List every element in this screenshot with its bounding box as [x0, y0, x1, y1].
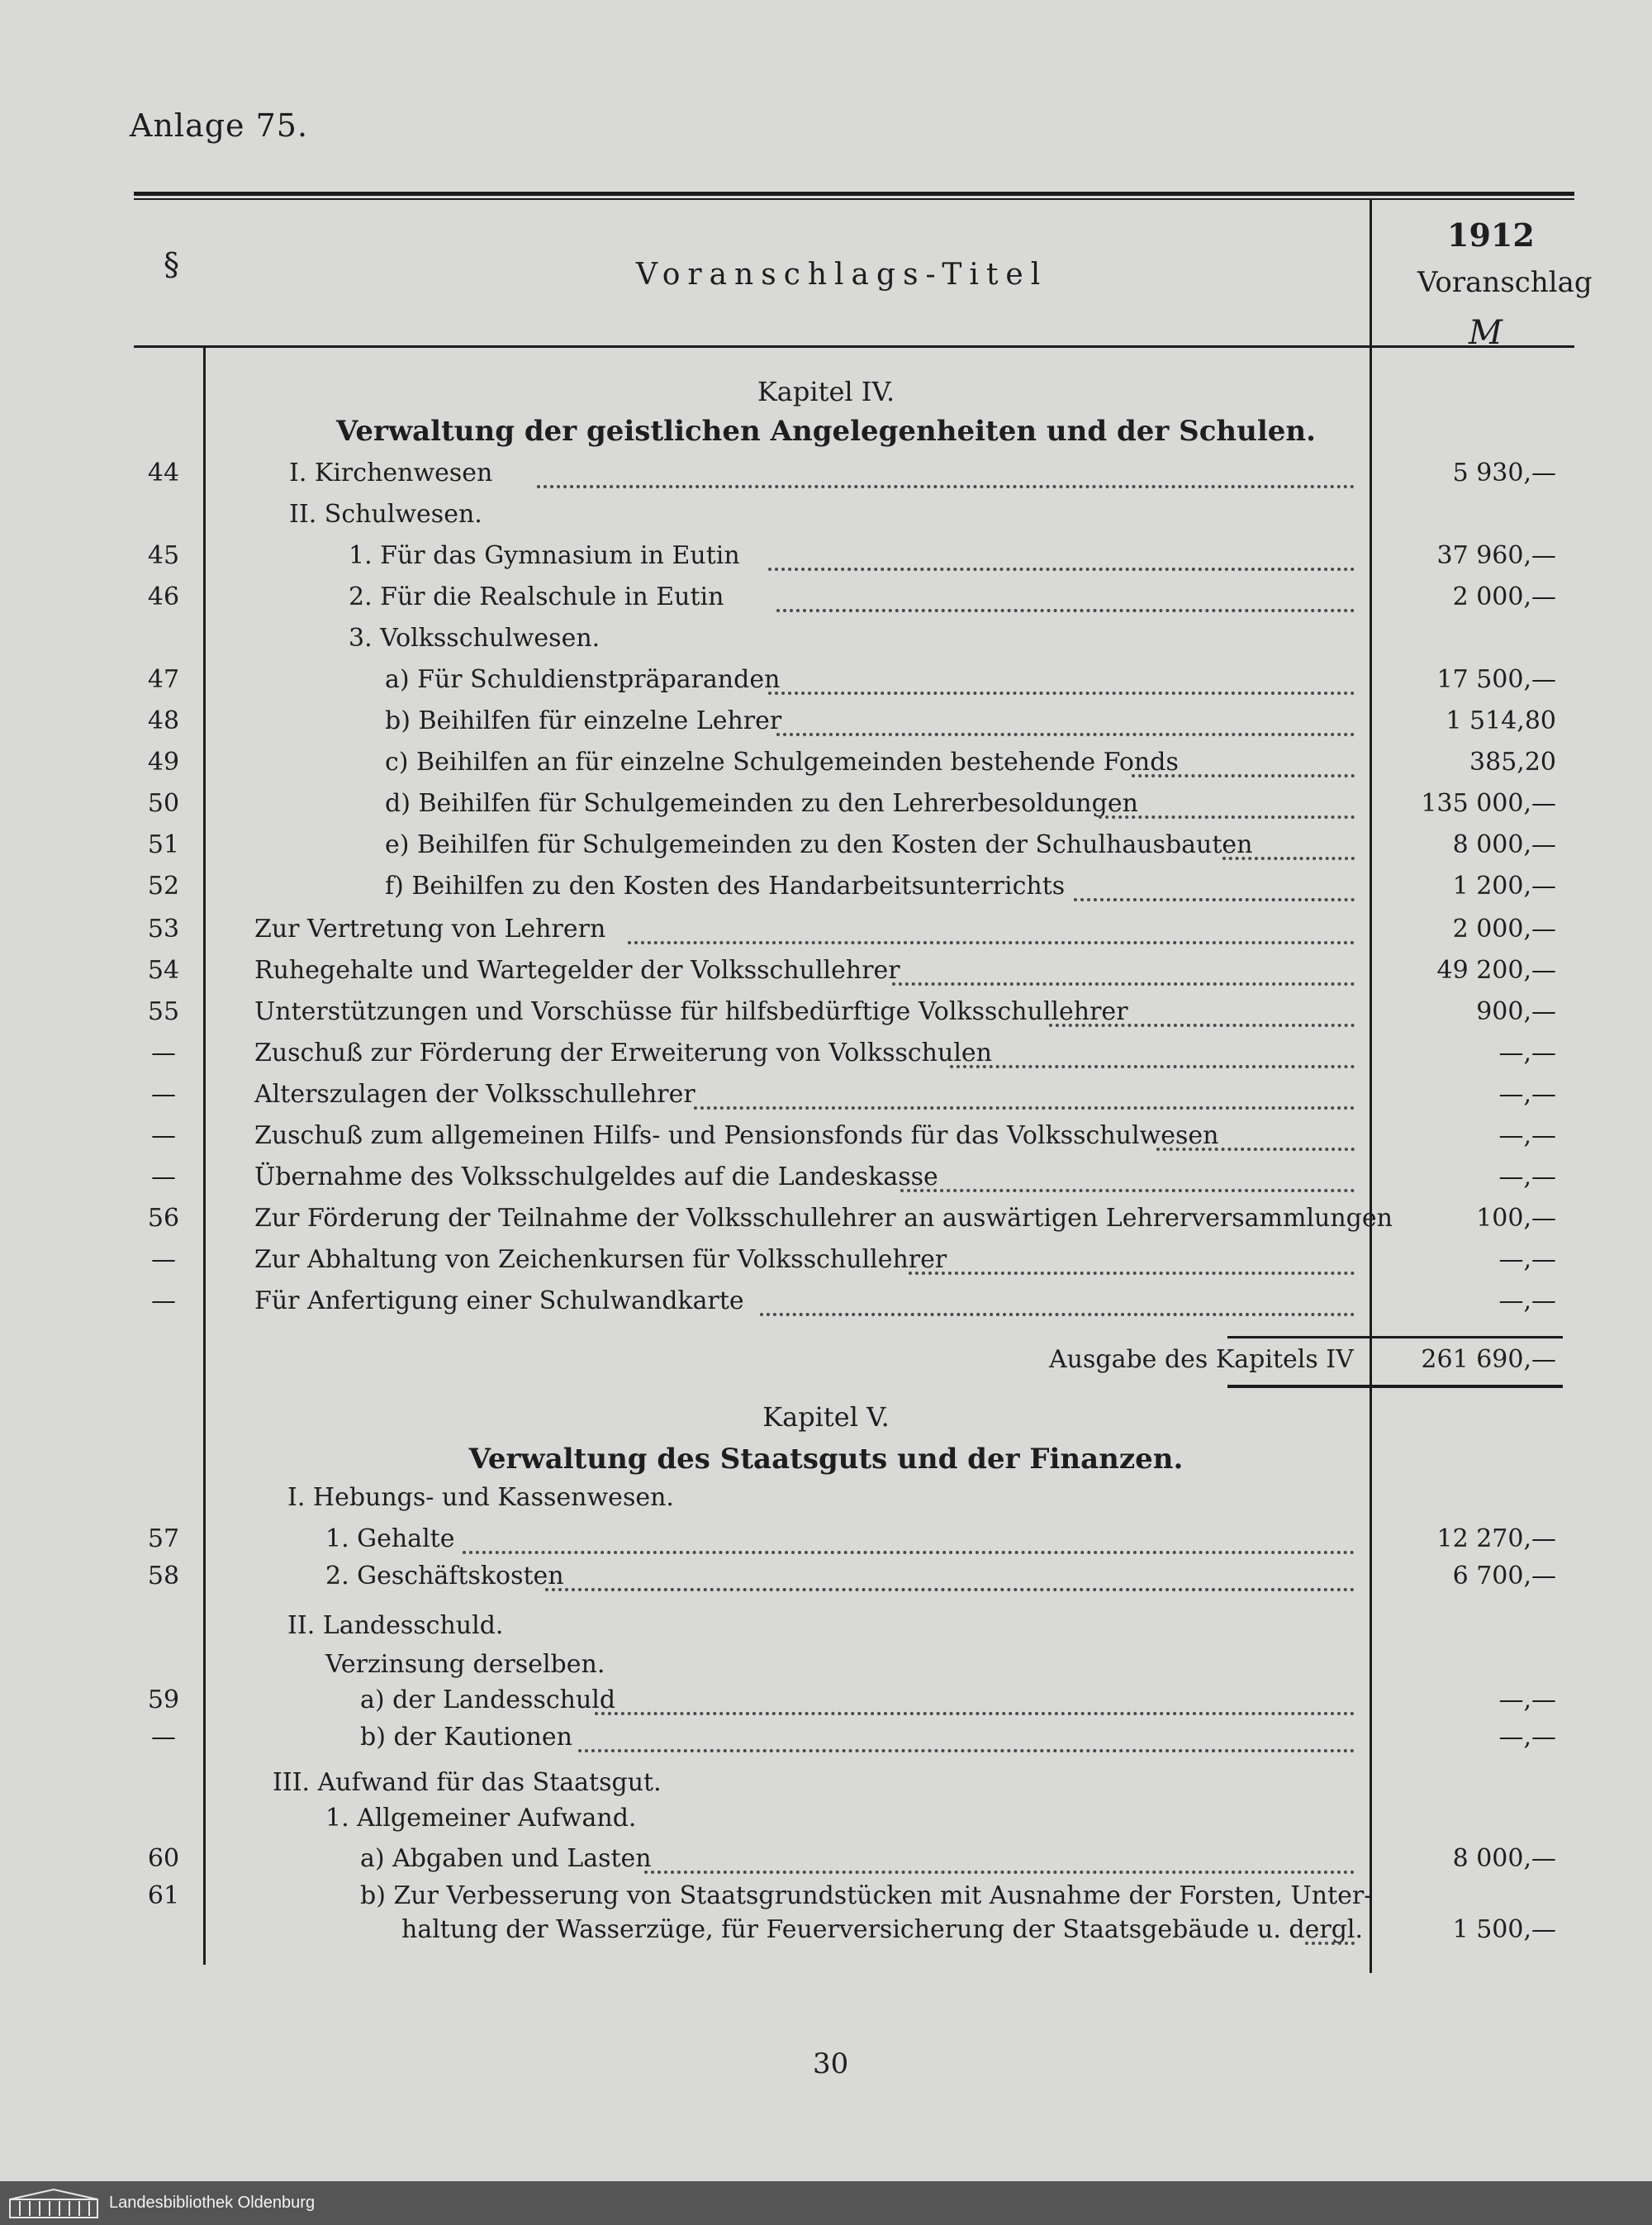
- leader-dots: [1305, 1942, 1355, 1945]
- currency-unit: M: [1469, 314, 1502, 352]
- paragraph-number: 56: [147, 1204, 180, 1233]
- row-title: b) der Kautionen: [360, 1723, 573, 1752]
- row-title: haltung der Wasserzüge, für Feuerversicherung der Staatsgebäude u. dergl.: [401, 1915, 1364, 1944]
- row-title: f) Beihilfen zu den Kosten des Handarbeitsunterrichts: [385, 872, 1066, 901]
- table-row: [0, 706, 1652, 748]
- table-row: [0, 1204, 1652, 1245]
- paragraph-header: §: [164, 246, 179, 283]
- row-amount: —,—: [1498, 1245, 1556, 1274]
- leader-dots: [768, 568, 1355, 571]
- paragraph-number: 57: [147, 1524, 180, 1553]
- row-amount: 1 200,—: [1452, 872, 1556, 901]
- library-building-icon: [8, 2188, 99, 2219]
- paragraph-number: 54: [147, 956, 180, 985]
- library-name: Landesbibliothek Oldenburg: [109, 2194, 316, 2212]
- paragraph-number: 61: [147, 1881, 180, 1910]
- top-rule: [134, 192, 1574, 196]
- row-title: Zuschuß zum allgemeinen Hilfs- und Pensionsfonds für das Volksschulwesen: [254, 1121, 1219, 1150]
- row-title: b) Beihilfen für einzelne Lehrer: [385, 706, 782, 735]
- leader-dots: [1132, 774, 1355, 777]
- leader-dots: [900, 1189, 1355, 1192]
- paragraph-number: —: [151, 1286, 176, 1315]
- total-rule-top: [1227, 1336, 1563, 1338]
- table-row: [0, 624, 1652, 665]
- table-row: [0, 915, 1652, 956]
- leader-dots: [909, 1272, 1355, 1275]
- leader-dots: [768, 692, 1355, 695]
- row-title: II. Landesschuld.: [287, 1611, 504, 1640]
- leader-dots: [892, 982, 1355, 986]
- table-row: [0, 1723, 1652, 1764]
- table-row: [0, 1524, 1652, 1566]
- chapter-4-label: Kapitel IV.: [757, 376, 895, 407]
- row-amount: 100,—: [1476, 1204, 1556, 1233]
- paragraph-number: 59: [147, 1685, 180, 1714]
- table-row: [0, 1483, 1652, 1524]
- table-row: [0, 665, 1652, 706]
- table-row: [0, 1162, 1652, 1204]
- leader-dots: [1222, 857, 1355, 860]
- table-row: [0, 1915, 1652, 1956]
- row-amount: —,—: [1498, 1162, 1556, 1191]
- row-title: d) Beihilfen für Schulgemeinden zu den Lehrerbesoldungen: [385, 789, 1138, 818]
- paragraph-number: 53: [147, 915, 180, 944]
- paragraph-number: 52: [147, 872, 180, 901]
- table-row: [0, 748, 1652, 789]
- row-title: Unterstützungen und Vorschüsse für hilfsbedürftige Volksschullehrer: [254, 997, 1128, 1026]
- row-amount: 49 200,—: [1436, 956, 1556, 985]
- row-amount: 1 500,—: [1452, 1915, 1556, 1944]
- row-amount: 900,—: [1476, 997, 1556, 1026]
- paragraph-number: —: [151, 1162, 176, 1191]
- row-title: a) Abgaben und Lasten: [360, 1844, 652, 1873]
- total-amount: 261 690,—: [1421, 1345, 1556, 1374]
- leader-dots: [760, 1313, 1355, 1316]
- table-row: [0, 459, 1652, 500]
- total-label: Ausgabe des Kapitels IV: [1049, 1345, 1354, 1374]
- table-row: [0, 1844, 1652, 1885]
- table-row: [0, 1562, 1652, 1603]
- table-row: [0, 541, 1652, 582]
- row-title: 1. Allgemeiner Aufwand.: [325, 1804, 637, 1833]
- row-amount: —,—: [1498, 1080, 1556, 1109]
- table-row: [0, 1286, 1652, 1328]
- row-amount: 6 700,—: [1452, 1562, 1556, 1590]
- table-row: [0, 500, 1652, 541]
- row-title: Zur Abhaltung von Zeichenkursen für Volksschullehrer: [254, 1245, 947, 1274]
- paragraph-number: 46: [147, 582, 180, 611]
- table-row: [0, 1039, 1652, 1080]
- row-title: Verzinsung derselben.: [325, 1650, 605, 1679]
- table-row: [0, 1245, 1652, 1286]
- row-title: I. Kirchenwesen: [289, 459, 493, 487]
- leader-dots: [694, 1106, 1355, 1110]
- row-title: Übernahme des Volksschulgeldes auf die Landeskasse: [254, 1162, 938, 1191]
- paragraph-number: —: [151, 1723, 176, 1752]
- paragraph-number: 44: [147, 459, 180, 487]
- row-amount: 2 000,—: [1452, 915, 1556, 944]
- table-row: [0, 789, 1652, 830]
- paragraph-number: 48: [147, 706, 180, 735]
- row-amount: 135 000,—: [1421, 789, 1556, 818]
- paragraph-number: 51: [147, 830, 180, 859]
- table-row: [0, 830, 1652, 872]
- leader-dots: [537, 485, 1355, 488]
- row-title: Ruhegehalte und Wartegelder der Volksschullehrer: [254, 956, 900, 985]
- row-title: e) Beihilfen für Schulgemeinden zu den Kosten der Schulhausbauten: [385, 830, 1253, 859]
- paragraph-number: —: [151, 1245, 176, 1274]
- table-row: [0, 956, 1652, 997]
- leader-dots: [628, 941, 1355, 944]
- page-number: 30: [813, 2047, 849, 2080]
- row-amount: —,—: [1498, 1286, 1556, 1315]
- row-amount: —,—: [1498, 1121, 1556, 1150]
- paragraph-number: —: [151, 1039, 176, 1067]
- paragraph-number: 60: [147, 1844, 180, 1873]
- leader-dots: [1156, 1148, 1355, 1151]
- row-title: III. Aufwand für das Staatsgut.: [273, 1768, 662, 1797]
- row-amount: —,—: [1498, 1039, 1556, 1067]
- leader-dots: [545, 1588, 1355, 1591]
- row-title: Für Anfertigung einer Schulwandkarte: [254, 1286, 744, 1315]
- chapter-5-title: Verwaltung des Staatsguts und der Finanzen.: [468, 1443, 1184, 1476]
- top-rule-thin: [134, 198, 1574, 200]
- chapter-4-total-row: [0, 1340, 1652, 1381]
- row-title: Zur Förderung der Teilnahme der Volksschullehrer an auswärtigen Lehrerversammlungen: [254, 1204, 1393, 1233]
- row-amount: —,—: [1498, 1723, 1556, 1752]
- row-title: 1. Gehalte: [325, 1524, 455, 1553]
- leader-dots: [1099, 815, 1355, 819]
- table-row: [0, 582, 1652, 624]
- row-amount: 2 000,—: [1452, 582, 1556, 611]
- header-rule: [134, 345, 1574, 348]
- row-amount: —,—: [1498, 1685, 1556, 1714]
- title-header: Voranschlags-Titel: [636, 258, 1048, 292]
- row-amount: 8 000,—: [1452, 830, 1556, 859]
- row-amount: 12 270,—: [1436, 1524, 1556, 1553]
- annex-label: Anlage 75.: [130, 107, 309, 144]
- row-title: 2. Geschäftskosten: [325, 1562, 564, 1590]
- leader-dots: [578, 1749, 1355, 1752]
- leader-dots: [776, 609, 1355, 612]
- table-row: [0, 1804, 1652, 1845]
- table-row: [0, 872, 1652, 913]
- leader-dots: [1074, 898, 1355, 901]
- estimate-header: Voranschlag: [1417, 266, 1593, 299]
- row-title: II. Schulwesen.: [289, 500, 482, 529]
- library-footer: [0, 2181, 1652, 2225]
- leader-dots: [644, 1871, 1355, 1874]
- table-row: [0, 1080, 1652, 1121]
- row-amount: 8 000,—: [1452, 1844, 1556, 1873]
- row-title: c) Beihilfen an für einzelne Schulgemeinden bestehende Fonds: [385, 748, 1179, 777]
- leader-dots: [1049, 1024, 1355, 1027]
- row-title: Zuschuß zur Förderung der Erweiterung von Volksschulen: [254, 1039, 992, 1067]
- row-amount: 385,20: [1469, 748, 1556, 777]
- paragraph-number: 49: [147, 748, 180, 777]
- row-title: 1. Für das Gymnasium in Eutin: [349, 541, 740, 570]
- row-title: a) der Landesschuld: [360, 1685, 616, 1714]
- chapter-4-title: Verwaltung der geistlichen Angelegenheiten und der Schulen.: [336, 415, 1316, 448]
- paragraph-number: —: [151, 1121, 176, 1150]
- row-title: 3. Volksschulwesen.: [349, 624, 601, 653]
- paragraph-number: 58: [147, 1562, 180, 1590]
- row-title: b) Zur Verbesserung von Staatsgrundstücken mit Ausnahme der Forsten, Unter-: [360, 1881, 1373, 1910]
- leader-dots: [776, 733, 1355, 736]
- paragraph-number: 55: [147, 997, 180, 1026]
- leader-dots: [595, 1712, 1355, 1715]
- paragraph-number: 50: [147, 789, 180, 818]
- row-amount: 5 930,—: [1452, 459, 1556, 487]
- row-title: Zur Vertretung von Lehrern: [254, 915, 606, 944]
- table-row: [0, 1121, 1652, 1162]
- total-rule-bottom: [1227, 1385, 1563, 1388]
- row-title: a) Für Schuldienstpräparanden: [385, 665, 781, 694]
- paragraph-number: 47: [147, 665, 180, 694]
- row-title: I. Hebungs- und Kassenwesen.: [287, 1483, 674, 1512]
- year-header: 1912: [1447, 216, 1535, 254]
- paragraph-number: —: [151, 1080, 176, 1109]
- chapter-5-label: Kapitel V.: [762, 1401, 890, 1433]
- row-title: Alterszulagen der Volksschullehrer: [254, 1080, 695, 1109]
- table-row: [0, 997, 1652, 1039]
- table-row: [0, 1685, 1652, 1727]
- leader-dots: [950, 1065, 1355, 1068]
- row-amount: 1 514,80: [1446, 706, 1556, 735]
- paragraph-number: 45: [147, 541, 180, 570]
- leader-dots: [463, 1551, 1355, 1554]
- row-title: 2. Für die Realschule in Eutin: [349, 582, 724, 611]
- table-row: [0, 1611, 1652, 1652]
- row-amount: 37 960,—: [1436, 541, 1556, 570]
- row-amount: 17 500,—: [1436, 665, 1556, 694]
